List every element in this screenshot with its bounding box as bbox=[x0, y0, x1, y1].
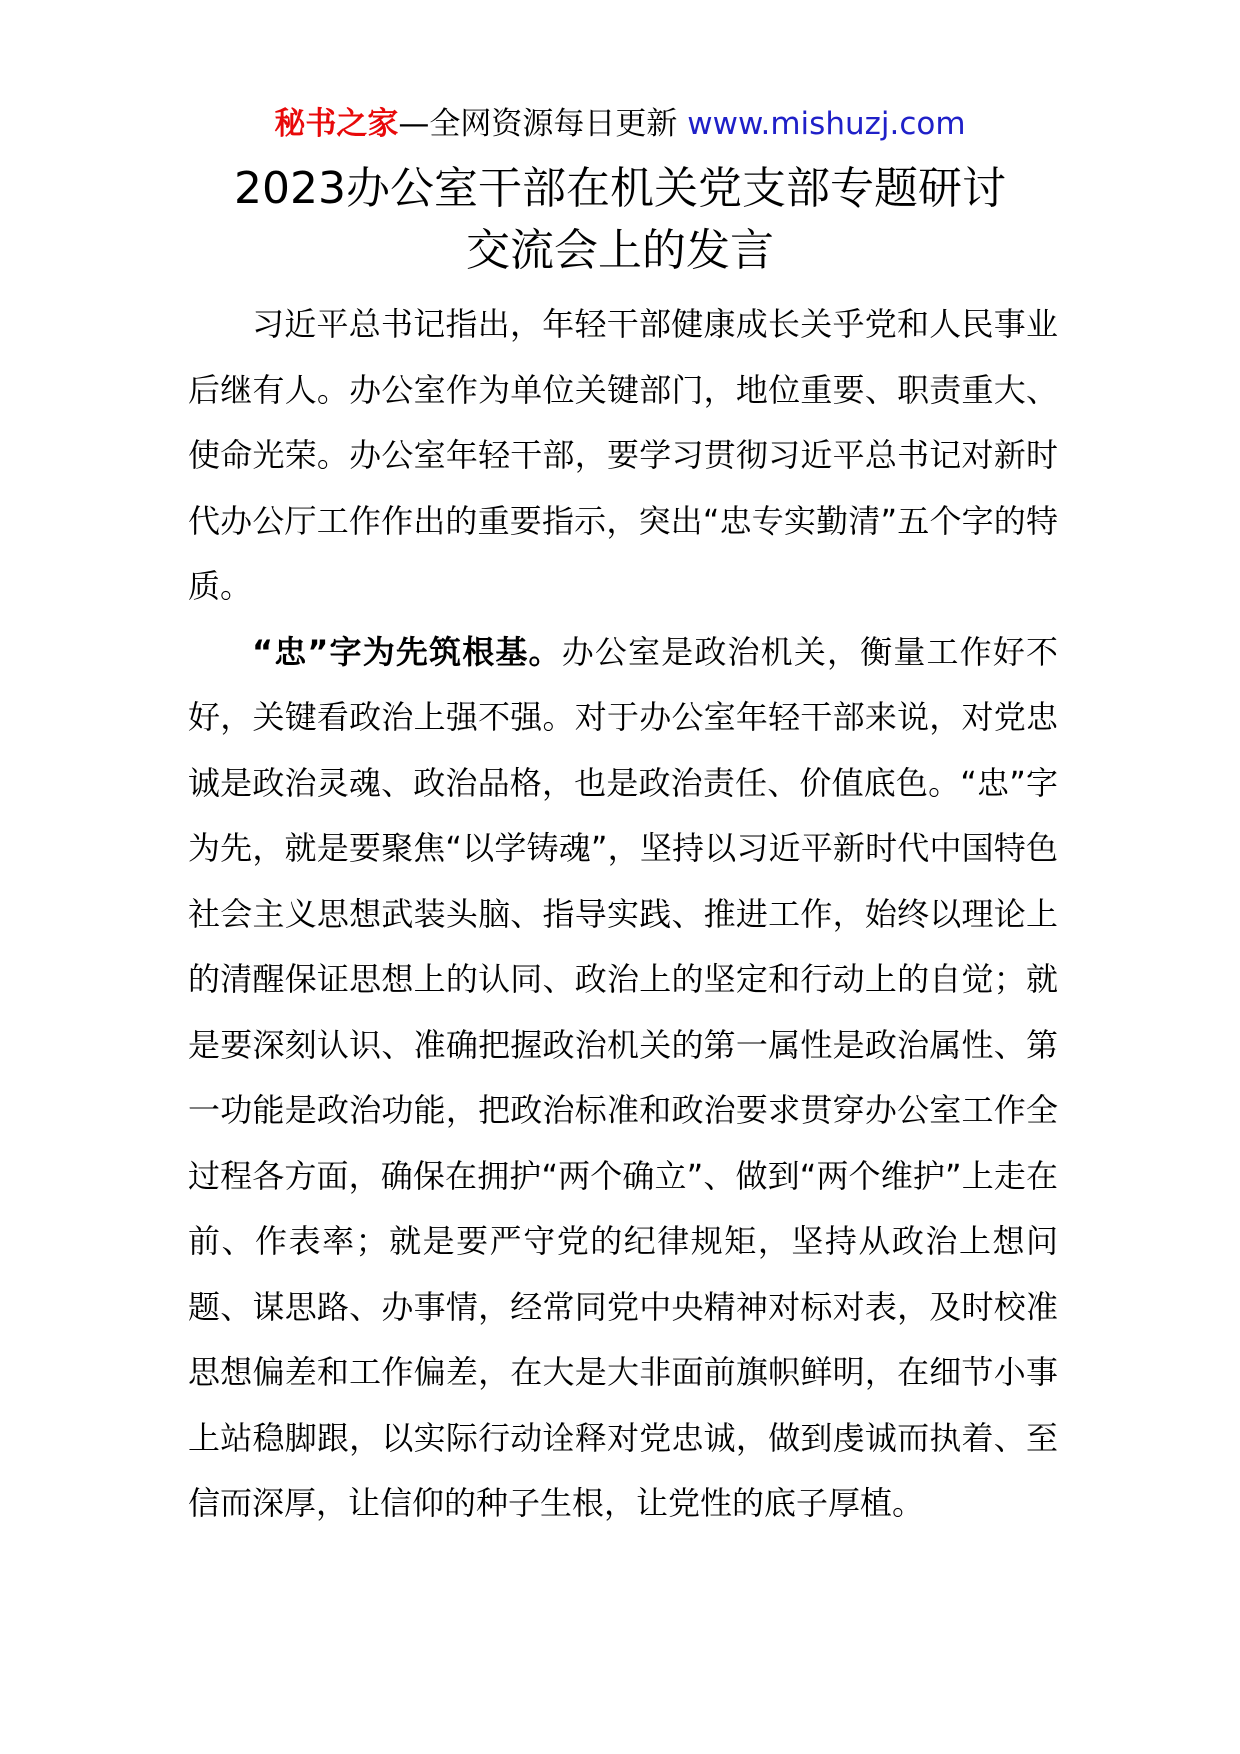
site-header bbox=[0, 100, 1240, 148]
paragraph-loyalty-text: 办公室是政治机关，衡量工作好不好，关键看政治上强不强。对于办公室年轻干部来说，对党忠诚是政治灵魂、政治品格，也是政治责任、价值底色。“忠”字为先，就是要聚焦“以学铸魂”，坚持以习近平新时代中国特色社会主义思想武装头脑、指导实践、推进工作，始终以理论上的清醒保证思想上的认同、政治上的坚定和行动上的自觉；就是要深刻认识、准确把握政治机关的第一属性是政治属性、第一功能是政治功能，把政治标准和政治要求贯穿办公室工作全过程各方面，确保在拥护“两个确立”、做到“两个维护”上走在前、作表率；就是要严守党的纪律规矩，坚持从政治上想问题、谋思路、办事情，经常同党中央精神对标对表，及时校准思想偏差和工作偏差，在大是大非面前旗帜鲜明，在细节小事上站稳脚跟，以实际行动诠释对党忠诚，做到虔诚而执着、至信而深厚，让信仰的种子生根，让党性的底子厚植。 bbox=[188, 632, 1058, 1522]
paragraph-loyalty-heading: “忠”字为先筑根基。 bbox=[252, 632, 562, 671]
title-line-1: 2023办公室干部在机关党支部专题研讨 bbox=[234, 163, 1006, 214]
title-line-2: 交流会上的发言 bbox=[466, 225, 774, 276]
document-title bbox=[0, 158, 1240, 282]
site-url-link[interactable]: www.mishuzj.com bbox=[687, 106, 966, 142]
document-body bbox=[188, 292, 1058, 1537]
site-brand: 秘书之家 bbox=[274, 106, 399, 142]
paragraph-intro bbox=[188, 292, 1058, 620]
site-slogan: —全网资源每日更新 bbox=[398, 106, 688, 142]
paragraph-intro-text: 习近平总书记指出，年轻干部健康成长关乎党和人民事业后继有人。办公室作为单位关键部门，地位重要、职责重大、使命光荣。办公室年轻干部，要学习贯彻习近平总书记对新时代办公厅工作作出的重要指示，突出“忠专实勤清”五个字的特质。 bbox=[188, 305, 1058, 605]
paragraph-loyalty bbox=[188, 620, 1058, 1537]
